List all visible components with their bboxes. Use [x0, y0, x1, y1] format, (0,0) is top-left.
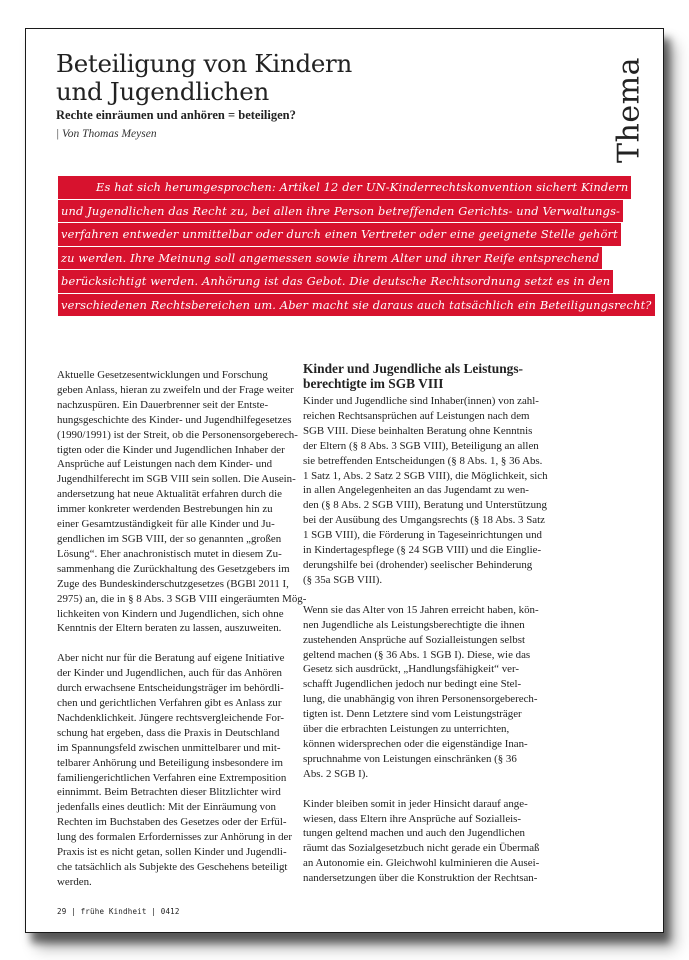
article-subtitle: Rechte einräumen und anhören = beteiligen?: [56, 108, 296, 122]
text-line: Abs. 2 SGB I).: [303, 767, 369, 780]
right-paragraph-2: [303, 603, 547, 782]
text-line: einer Gesamtzuständigkeit für alle Kinder und Ju-: [57, 518, 275, 531]
text-line: Kinder und Jugendliche sind Inhaber(innen) von zahl-: [303, 395, 539, 407]
text-line: gendlichen im SGB VIII, der so genannten „großen: [57, 532, 282, 545]
text-line: Lösung“. Eher anachronistisch mutet in diesem Zu-: [57, 547, 282, 560]
left-paragraph-1: [57, 368, 307, 636]
magazine-page: [25, 28, 664, 933]
intro-line: verschiedenen Rechtsbereichen um. Aber macht sie daraus auch tatsächlich ein Beteiligungsrecht?: [58, 294, 655, 317]
text-line: Gesetz sich ausdrückt, „Handlungsfähigkeit“ ver-: [303, 663, 520, 676]
text-line: nen Jugendliche als Leistungsberechtigte die ihnen: [303, 618, 525, 631]
text-line: bei der Ausübung des Umgangsrechts (§ 18 Abs. 3 Satz: [303, 514, 545, 527]
text-line: geltend machen (§ 36 Abs. 1 SGB I). Diese, wie das: [303, 648, 531, 661]
text-line: einnimmt. Beim Betrachten dieser Blitzlichter wird: [57, 786, 281, 799]
text-line: im Spannungsfeld zwischen unmittelbarer und mit-: [57, 741, 281, 754]
page-footer: 29 | frühe Kindheit | 0412: [57, 907, 180, 916]
text-line: (1990/1991) ist der Streit, ob die Personensorgeberech-: [57, 428, 298, 441]
text-line: familiengerichtlichen Verfahren eine Extremposition: [57, 771, 287, 784]
intro-line: berücksichtigt werden. Anhörung ist das Gebot. Die deutsche Rechtsordnung setzt es in den: [58, 270, 613, 293]
text-line: in Kindertagespflege (§ 24 SGB VIII) und die Einglie-: [303, 544, 542, 557]
right-column: [303, 361, 547, 901]
article-byline: | Von Thomas Meysen: [56, 128, 157, 140]
left-paragraph-2: [57, 651, 295, 890]
text-line: räumt das Sozialgesetzbuch nicht gerade ein Übermaß: [303, 842, 540, 855]
text-line: der Eltern (§ 8 Abs. 3 SGB VIII), Beteiligung an allen: [303, 439, 539, 452]
text-line: nandersetzungen über die Konstruktion der Rechtsan-: [303, 872, 538, 885]
intro-line: und Jugendlichen das Recht zu, bei allen ihre Person betreffenden Gerichts- und Verwaltungs-: [58, 200, 623, 223]
text-line: über die erbrachten Leistungen zu unterrichten,: [303, 723, 510, 736]
article-title: [56, 50, 352, 106]
text-line: tigten ist. Denn Letztere sind vom Leistungsträger: [303, 708, 522, 721]
text-line: schafft Jugendlichen jedoch nur bedingt eine Stel-: [303, 678, 522, 691]
text-line: 2975) an, die in § 8 Abs. 3 SGB VIII eingeräumten Mög-: [57, 592, 307, 605]
right-paragraph-1: [303, 394, 547, 588]
text-line: in allen Angelegenheiten an das Jugendamt zu wen-: [303, 484, 529, 497]
section-heading-line-1: Kinder und Jugendliche als Leistungs-: [303, 361, 524, 376]
text-line: (§ 35a SGB VIII).: [303, 573, 383, 586]
text-line: Rechten im Buchstaben des Gesetzes oder der Erfül-: [57, 816, 287, 829]
text-line: Aber nicht nur für die Beratung auf eigene Initiative: [57, 652, 285, 665]
text-line: sammenhang die Zurückhaltung des Gesetzgebers im: [57, 562, 290, 575]
article-title-line-1: Beteiligung von Kindern: [56, 49, 352, 78]
text-line: Kinder bleiben somit in jeder Hinsicht darauf ange-: [303, 797, 528, 810]
section-heading: [303, 361, 547, 391]
intro-line: zu werden. Ihre Meinung soll angemessen sowie ihrem Alter und ihrer Reife entsprechend: [58, 247, 602, 270]
text-line: derungshilfe bei (drohender) seelischer Behinderung: [303, 558, 533, 571]
text-line: wiesen, dass Eltern ihre Ansprüche auf Sozialleis-: [303, 812, 522, 825]
text-line: spruchnahme von Leistungen einschränken (§ 36: [303, 752, 517, 765]
text-line: zustehenden Ansprüche auf Sozialleistungen selbst: [303, 633, 525, 646]
section-label: [604, 39, 654, 181]
text-line: Kenntnis der Eltern beraten zu lassen, auszuweiten.: [57, 622, 282, 635]
text-line: che tatsächlich als Subjekte des Geschehens beteiligt: [57, 861, 288, 873]
section-heading-line-2: berechtigte im SGB VIII: [303, 376, 444, 391]
text-line: 1 Satz 1, Abs. 2 Satz 2 SGB VIII), die Möglichkeit, sich: [303, 469, 548, 482]
text-line: werden.: [57, 875, 92, 888]
text-line: können widersprechen oder die eigenständige Inan-: [303, 737, 528, 750]
text-line: reichen Rechtsansprüchen auf Leistungen nach dem: [303, 409, 530, 422]
text-line: tungen geltend machen und auch den Jugendlichen: [303, 827, 525, 840]
text-line: jedenfalls eines deutlich: Mit der Einräumung von: [57, 801, 276, 814]
text-line: telbarer Anhörung und Beteiligung insbesondere im: [57, 756, 283, 769]
section-label-text: Thema: [611, 57, 647, 163]
text-line: immer konkreter werdenden Bestrebungen hin zu: [57, 503, 273, 516]
text-line: Praxis ist es nicht getan, sollen Kinder und Jugendli-: [57, 846, 287, 859]
intro-line: Es hat sich herumgesprochen: Artikel 12 der UN-Kinderrechtskonvention sichert Kindern: [58, 176, 631, 199]
text-line: Zuge des Bundeskinderschutzgesetzes (BGBl 2011 I,: [57, 577, 289, 590]
text-line: Nachdenklichkeit. Jüngere rechtsvergleichende For-: [57, 711, 284, 724]
text-line: Wenn sie das Alter von 15 Jahren erreicht haben, kön-: [303, 603, 539, 616]
text-line: lung, die unabhängig von ihren Personensorgeberech-: [303, 693, 538, 706]
text-line: der Kinder und Jugendlichen, auch für das Anhören: [57, 667, 283, 680]
text-line: andersetzung hat neue Aktualität erfahren durch die: [57, 488, 282, 501]
text-line: durch erwachsene Entscheidungsträger im behördli-: [57, 682, 284, 695]
text-line: 1 SGB VIII), die Förderung in Tageseinrichtungen und: [303, 529, 542, 542]
intro-highlight: [58, 176, 652, 317]
text-line: sie betreffenden Entscheidungen (§ 8 Abs. 1, § 36 Abs.: [303, 454, 543, 467]
text-line: geben Anlass, hieran zu zweifeln und der Frage weiter: [57, 383, 294, 396]
text-line: an Autonomie ein. Gleichwohl kulminieren die Ausei-: [303, 857, 540, 870]
left-column: [57, 368, 307, 905]
article-title-line-2: und Jugendlichen: [56, 77, 269, 106]
right-paragraph-3: [303, 797, 547, 886]
text-line: den (§ 8 Abs. 2 SGB VIII), Beratung und Unterstützung: [303, 499, 547, 512]
text-line: lung des formalen Erfordernisses zur Anhörung in der: [57, 831, 292, 844]
text-line: Jugendhilferecht im SGB VIII sein sollen. Die Ausein-: [57, 473, 296, 486]
text-line: schung hat ergeben, dass die Praxis in Deutschland: [57, 726, 280, 739]
text-line: nachzuspüren. Ein Dauerbrenner seit der Entste-: [57, 398, 269, 411]
text-line: lichkeiten von Kindern und Jugendlichen, sich ohne: [57, 607, 284, 620]
text-line: tigten oder die Kinder und Jugendlichen Inhaber der: [57, 443, 285, 456]
text-line: Aktuelle Gesetzesentwicklungen und Forschung: [57, 369, 268, 381]
intro-line: verfahren entweder unmittelbar oder durch einen Vertreter oder eine geeignete Stelle gehört: [58, 223, 621, 246]
text-line: Ansprüche auf Leistungen nach dem Kinder- und: [57, 458, 273, 471]
text-line: chen und gerichtlichen Verfahren gibt es Anlass zur: [57, 697, 282, 710]
text-line: hungsgeschichte des Kinder- und Jugendhilfegesetzes: [57, 413, 292, 426]
text-line: SGB VIII. Diese beinhalten Beratung ohne Kenntnis: [303, 424, 533, 437]
